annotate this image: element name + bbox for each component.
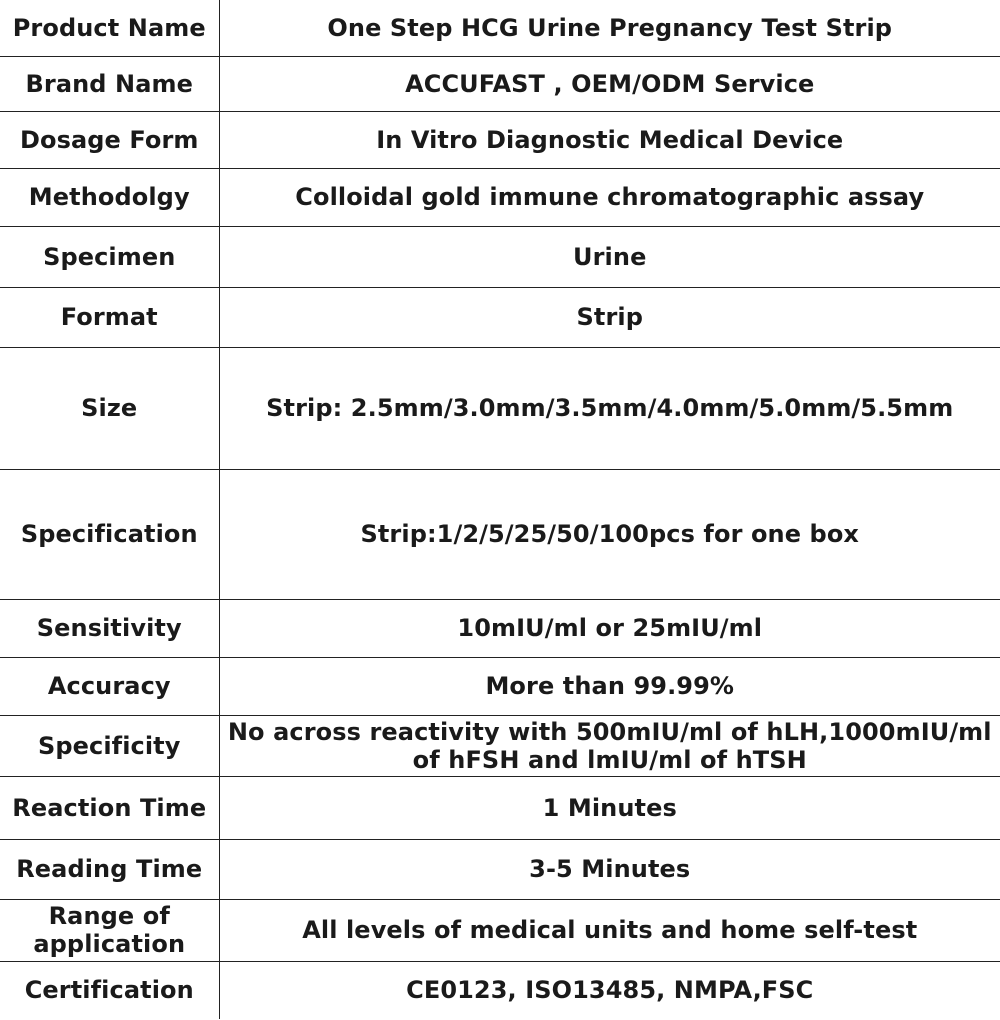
row-value: Strip <box>219 287 1000 347</box>
row-label: Format <box>0 287 219 347</box>
row-value: 3-5 Minutes <box>219 839 1000 899</box>
table-row-range-of-application <box>0 899 1000 961</box>
row-label: Range of application <box>0 899 219 961</box>
row-label: Specification <box>0 469 219 599</box>
row-value: More than 99.99% <box>219 657 1000 715</box>
row-label: Specificity <box>0 715 219 776</box>
row-label: Reading Time <box>0 839 219 899</box>
row-label: Specimen <box>0 226 219 287</box>
table-row-reaction-time <box>0 776 1000 839</box>
table-row-reading-time <box>0 839 1000 899</box>
row-label: Methodolgy <box>0 168 219 226</box>
row-value: Strip:1/2/5/25/50/100pcs for one box <box>219 469 1000 599</box>
row-value: CE0123, ISO13485, NMPA,FSC <box>406 976 814 1005</box>
table-row-sensitivity <box>0 599 1000 657</box>
table-row-specification <box>0 469 1000 599</box>
row-label: Product Name <box>0 0 219 56</box>
row-label: Sensitivity <box>0 599 219 657</box>
table-row-dosage-form <box>0 111 1000 168</box>
row-label: Brand Name <box>0 56 219 111</box>
table-row-certification <box>0 961 1000 1019</box>
table-row-specimen <box>0 226 1000 287</box>
row-value: All levels of medical units and home self-test <box>219 899 1000 961</box>
row-value: No across reactivity with 500mIU/ml of hLH,1000mIU/ml of hFSH and lmIU/ml of hTSH <box>219 715 1000 776</box>
row-value: Colloidal gold immune chromatographic assay <box>219 168 1000 226</box>
row-value: Urine <box>219 226 1000 287</box>
row-label: Size <box>0 347 219 469</box>
row-label: Certification <box>0 961 219 1019</box>
row-value: ACCUFAST , OEM/ODM Service <box>219 56 1000 111</box>
table-row-methodology <box>0 168 1000 226</box>
table-row-brand-name <box>0 56 1000 111</box>
table-row-product-name <box>0 0 1000 56</box>
row-value: One Step HCG Urine Pregnancy Test Strip <box>219 0 1000 56</box>
row-value: 10mIU/ml or 25mIU/ml <box>219 599 1000 657</box>
row-label: Dosage Form <box>0 111 219 168</box>
row-value: 1 Minutes <box>219 776 1000 839</box>
table-row-size <box>0 347 1000 469</box>
table-row-format <box>0 287 1000 347</box>
row-label: Accuracy <box>0 657 219 715</box>
row-value: In Vitro Diagnostic Medical Device <box>219 111 1000 168</box>
row-label: Reaction Time <box>0 776 219 839</box>
row-value: Strip: 2.5mm/3.0mm/3.5mm/4.0mm/5.0mm/5.5mm <box>219 347 1000 469</box>
table-row-accuracy <box>0 657 1000 715</box>
table-row-specificity <box>0 715 1000 776</box>
